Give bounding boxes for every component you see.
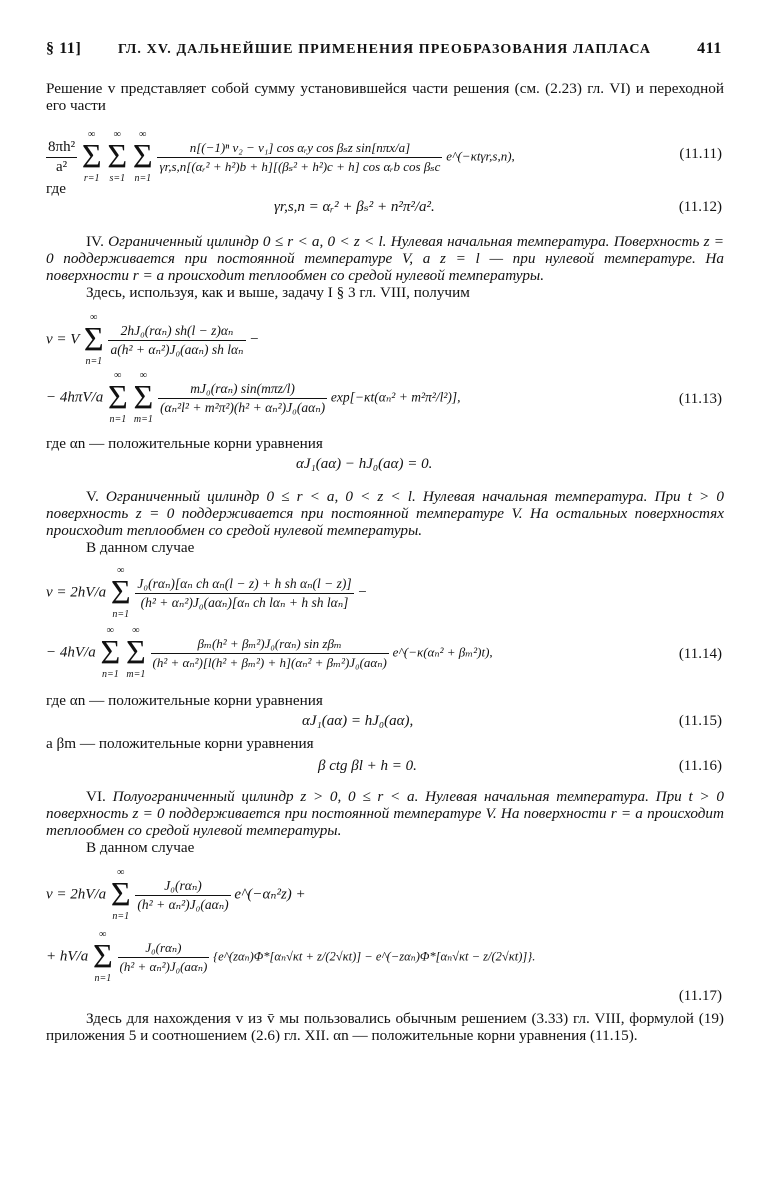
equation-11-16 xyxy=(46,752,724,780)
eq11-13-line2-lead: − 4hπV/a xyxy=(46,389,104,406)
eq-number-11-13: (11.13) xyxy=(678,391,722,407)
eq11-13-sum2-m: ∞ Σ m=1 xyxy=(133,370,154,425)
paragraph-solution-intro: Решение v представляет собой сумму установившейся части решения (см. (2.23) гл. VI) и переходной его части xyxy=(46,80,724,114)
eq11-15-text: αJ₁(aα) = hJ₀(aα), xyxy=(302,713,414,729)
section-vi-lead: VI. xyxy=(86,788,106,805)
eq11-17-line1-tail: e^(−αₙ²z) + xyxy=(234,886,306,903)
eq-number-11-17: (11.17) xyxy=(678,988,722,1004)
eq11-14-line1-fraction: $\frac{\text{J₀(rαₙ)[αₙ ch αₙ(l − z) + h sh αₙ(l − z)]}}{\text{(h² + αₙ²)J₀(aαₙ)[αₙ ch lαₙ + h sh lαₙ]}}$ xyxy=(137,575,352,610)
equation-11-14 xyxy=(46,560,724,692)
eq11-14-sum2-m: ∞ Σ m=1 xyxy=(126,625,146,680)
page-number: 411 xyxy=(697,40,722,57)
sum-n: ∞ Σ n=1 xyxy=(132,129,153,184)
section-vi-text: Полуограниченный цилиндр z > 0, 0 ≤ r < a. Нулевая начальная температура. При t > 0 поверхность z = 0 поддерживается при постоянной температуре V. На поверхности r = a происходит теплообмен со средой нулевой температуры. xyxy=(46,788,724,839)
eq11-12-text: γr,s,n = αᵣ² + βₛ² + n²π²/a². xyxy=(274,199,435,215)
equation-11-12 xyxy=(46,197,724,227)
eq11-13-sum2-n: ∞ Σ n=1 xyxy=(107,370,128,425)
roots-note-1: где αn — положительные корни уравнения xyxy=(46,435,323,452)
section-iv-follow: Здесь, используя, как и выше, задачу I § 3 гл. VIII, получим xyxy=(86,284,470,301)
eq11-14-line2-lead: − 4hV/a xyxy=(46,644,96,661)
eq11-14-line1-tail: − xyxy=(357,584,368,601)
eq11-17-line2-fraction: $\frac{\text{J₀(rαₙ)}}{\text{(h² + αₙ²)J₀(aαₙ)}}$ xyxy=(119,939,208,974)
eq-number-11-14: (11.14) xyxy=(678,646,722,662)
eq11-14-sum-n: ∞ Σ n=1 xyxy=(110,565,131,620)
eq11-13-line1-fraction: $\frac{\text{2hJ₀(rαₙ) sh(l − z)αₙ}}{\text{a(h² + αₙ²)J₀(aαₙ) sh lαₙ}}$ xyxy=(110,322,244,357)
eq11-13-sum-n: ∞ Σ n=1 xyxy=(83,312,104,367)
roots-note-2: где αn — положительные корни уравнения xyxy=(46,692,323,709)
eq-root1-text: αJ₁(aα) − hJ₀(aα) = 0. xyxy=(296,456,433,472)
equation-root-1 xyxy=(46,452,724,478)
running-title: ГЛ. XV. ДАЛЬНЕЙШИЕ ПРИМЕНЕНИЯ ПРЕОБРАЗОВАНИЯ ЛАПЛАСА xyxy=(118,42,652,57)
eq-number-11-16: (11.16) xyxy=(678,758,722,774)
eq11-11-fraction: $\frac{\text{n[(−1)ⁿ v₂ − v₁] cos αᵣy cos βₛz sin[nπx/a]}}{\text{γr,s,n[(αᵣ² + h²)b + h][(βₛ² + h²)c + h] cos αᵣb cos βₛc}}$ xyxy=(159,139,441,174)
section-iv-text: Ограниченный цилиндр 0 ≤ r < a, 0 < z < l. Нулевая начальная температура. Поверхность z = 0 поддерживается при постоянной температуре V, а z = l — при нулевой температуре. На поверхности r = a происходит теплообмен со средой нулевой температуры. xyxy=(46,233,724,284)
equation-11-17 xyxy=(46,860,724,1010)
eq11-16-text: β ctg βl + h = 0. xyxy=(318,758,417,774)
book-page xyxy=(46,36,724,1044)
eq11-14-line2-tail: e^(−κ(αₙ² + βₘ²)t), xyxy=(392,644,493,660)
section-v-lead: V. xyxy=(86,488,99,505)
section-vi-paragraph xyxy=(46,788,724,839)
section-v-text: Ограниченный цилиндр 0 ≤ r < a, 0 < z < l. Нулевая начальная температура. При t > 0 поверхность z = 0 поддерживается при постоянной температуре V. На остальных поверхностях происходит теплообмен со средой нулевой температуры. xyxy=(46,488,724,539)
eq11-17-line1-fraction: $\frac{\text{J₀(rαₙ)}}{\text{(h² + αₙ²)J₀(aαₙ)}}$ xyxy=(137,877,229,912)
eq11-13-line2-fraction: $\frac{\text{mJ₀(rαₙ) sin(mπz/l)}}{\text{(αₙ²l² + m²π²)(h² + αₙ²)J₀(aαₙ)}}$ xyxy=(160,380,326,415)
eq11-13-line2-tail: exp[−κt(αₙ² + m²π²/l²)], xyxy=(330,389,461,405)
eq11-11-lead: $\frac{\text{8πh²}}{\text{a²}}$ xyxy=(48,138,76,175)
section-vi-follow: В данном случае xyxy=(86,839,195,856)
eq11-17-sum2-n: ∞ Σ n=1 xyxy=(92,929,113,984)
equation-11-15 xyxy=(46,709,724,735)
eq11-14-sum2-n: ∞ Σ n=1 xyxy=(100,625,121,680)
equation-11-11 xyxy=(46,120,724,184)
eq-number-11-11: (11.11) xyxy=(679,146,722,162)
section-mark: § 11] xyxy=(46,40,82,57)
closing-paragraph: Здесь для нахождения v из v̄ мы пользовались обычным решением (3.33) гл. VIII, формулой (19) приложения 5 и соотношением (2.6) гл. XII. αn — положительные корни уравнения (11.15). xyxy=(46,1010,724,1044)
eq11-17-sum-n: ∞ Σ n=1 xyxy=(110,867,131,922)
where-label: где xyxy=(46,180,66,197)
section-iv-lead: IV. xyxy=(86,233,104,250)
eq-number-11-12: (11.12) xyxy=(678,199,722,215)
section-iv-paragraph xyxy=(46,233,724,284)
sum-r: ∞ Σ r=1 xyxy=(81,129,102,184)
equation-11-13 xyxy=(46,305,724,435)
eq11-11-exp: e^(−κtγr,s,n), xyxy=(446,148,515,164)
eq11-13-line1-tail: − xyxy=(249,331,260,348)
section-v-paragraph xyxy=(46,488,724,539)
eq11-14-line2-fraction: $\frac{\text{βₘ(h² + βₘ²)J₀(rαₙ) sin zβₘ}}{\text{(h² + αₙ²)[l(h² + βₘ²) + h](αₙ² + βₘ²)J₀(aαₙ)}}$ xyxy=(152,635,387,670)
eq11-13-line1-lead: v = V xyxy=(46,331,80,348)
sum-s: ∞ Σ s=1 xyxy=(107,129,128,184)
section-v-follow: В данном случае xyxy=(86,539,195,556)
eq11-17-line1-lead: v = 2hV/a xyxy=(46,886,107,903)
eq-number-11-15: (11.15) xyxy=(678,713,722,729)
running-header xyxy=(46,36,724,62)
eq11-17-line2-lead: + hV/a xyxy=(46,948,89,965)
eq11-17-line2-tail: {e^(zαₙ)Φ*[αₙ√κt + z/(2√κt)] − e^(−zαₙ)Φ*[αₙ√κt − z/(2√κt)]}. xyxy=(213,949,536,964)
eq11-14-line1-lead: v = 2hV/a xyxy=(46,584,107,601)
beta-roots-note: а βm — положительные корни уравнения xyxy=(46,735,314,752)
